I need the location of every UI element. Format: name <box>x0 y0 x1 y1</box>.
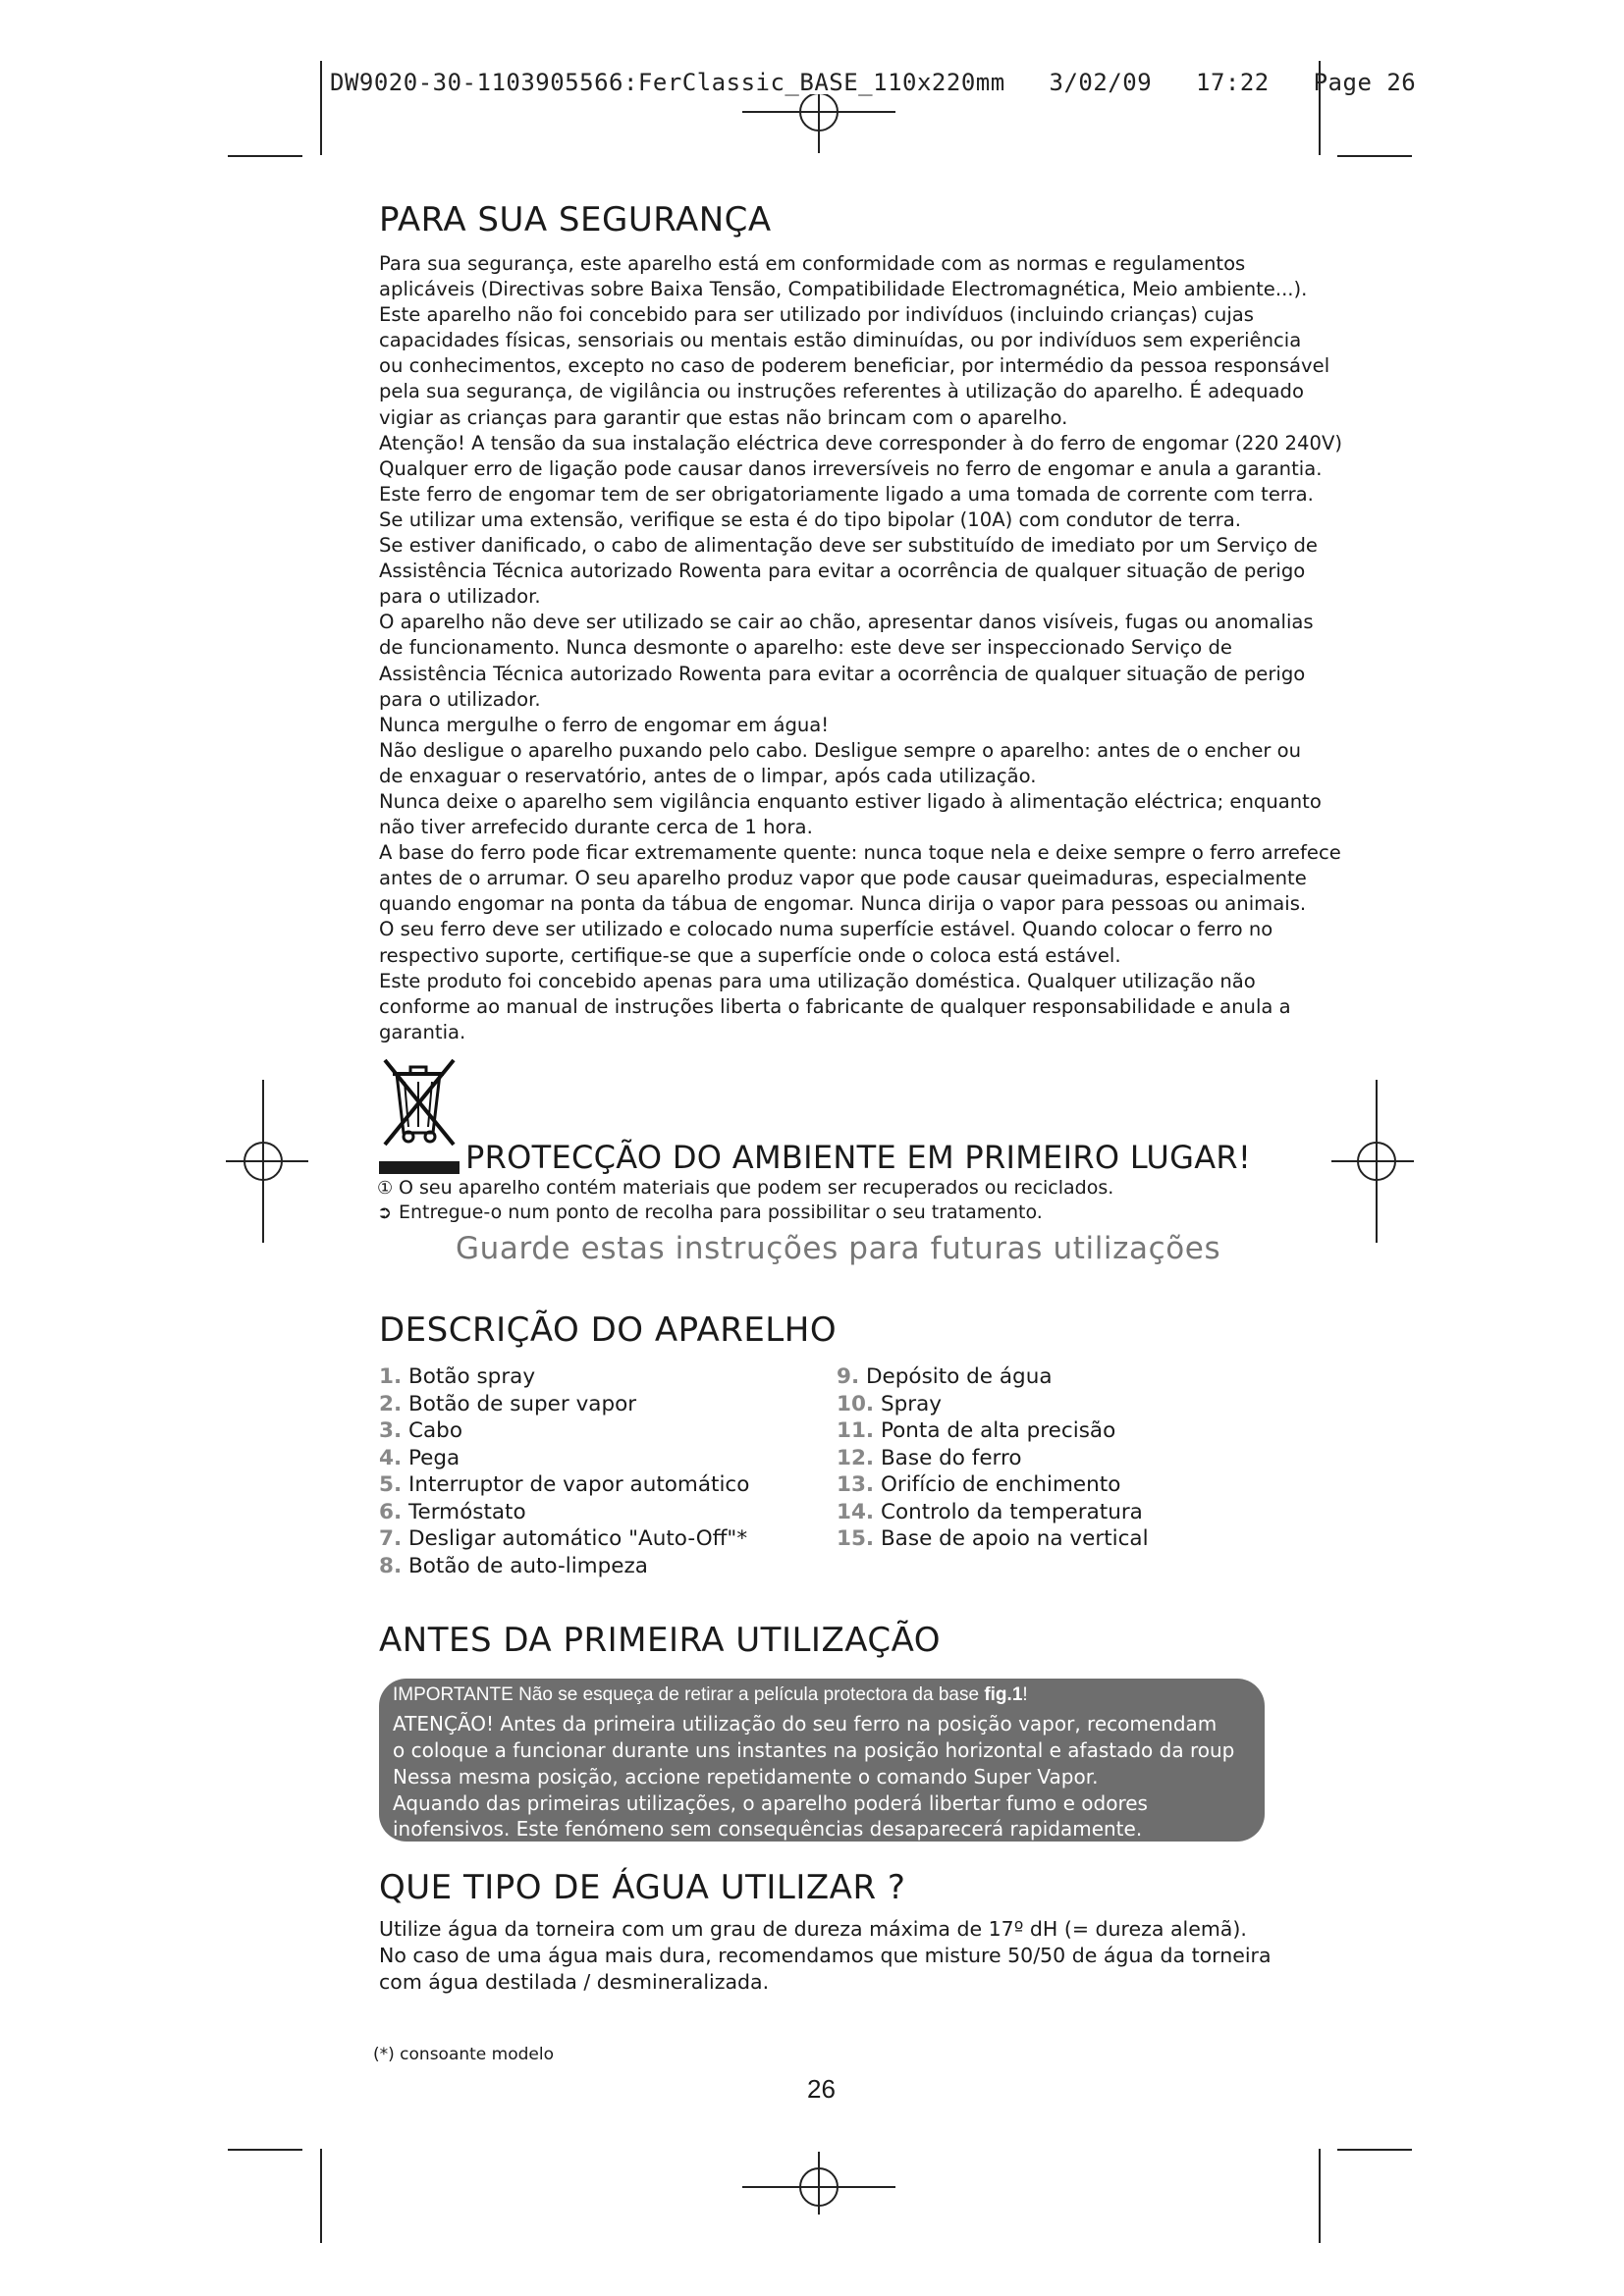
safety-line: conforme ao manual de instruções liberta o fabricante de qualquer responsabilidade e anula a <box>379 994 1291 1018</box>
notice-line: o coloque a funcionar durante uns instantes na posição horizontal e afastado da roup <box>393 1738 1235 1762</box>
environment-item <box>377 1177 1113 1199</box>
water-line: Utilize água da torneira com um grau de dureza máxima de 17º dH (= dureza alemã). <box>379 1917 1247 1941</box>
figure-reference: fig.1 <box>984 1684 1023 1705</box>
part-number: 4. <box>379 1445 403 1470</box>
safety-line: aplicáveis (Directivas sobre Baixa Tensão, Compatibilidade Electromagnética, Meio ambiente...). <box>379 278 1308 301</box>
safety-line: quando engomar na ponta da tábua de engomar. Nunca dirija o vapor para pessoas ou animais. <box>379 892 1307 916</box>
notice-line: inofensivos. Este fenómeno sem consequências desaparecerá rapidamente. <box>393 1817 1143 1841</box>
part-label: Interruptor de vapor automático <box>407 1472 750 1497</box>
part-label: Termóstato <box>407 1499 526 1524</box>
part-item <box>837 1525 1149 1553</box>
part-number: 1. <box>379 1364 403 1389</box>
safety-line: Este ferro de engomar tem de ser obrigatoriamente ligado a uma tomada de corrente com terra. <box>379 482 1314 506</box>
environment-item-text: O seu aparelho contém materiais que podem ser recuperados ou reciclados. <box>399 1177 1114 1199</box>
recycle-info-icon: ① <box>377 1178 394 1199</box>
safety-line: respectivo suporte, certifique-se que a superfície onde o coloca está estável. <box>379 943 1121 967</box>
safety-line: ou conhecimentos, excepto no caso de poderem beneficiar, por intermédio da pessoa responsável <box>379 354 1330 378</box>
crop-mark <box>228 155 302 157</box>
part-label: Base de apoio na vertical <box>880 1526 1149 1551</box>
print-slug: DW9020-30-1103905566:FerClassic_BASE_110x220mm 3/02/09 17:22 Page 26 <box>330 69 1417 96</box>
notice-line: Aquando das primeiras utilizações, o aparelho poderá libertar fumo e odores <box>393 1791 1148 1815</box>
section-bar <box>379 1161 460 1174</box>
safety-line: Se estiver danificado, o cabo de alimentação deve ser substituído de imediato por um Serviço de <box>379 534 1318 558</box>
part-number: 11. <box>837 1418 875 1443</box>
crop-mark <box>1337 155 1412 157</box>
part-item <box>837 1499 1149 1526</box>
safety-line: Qualquer erro de ligação pode causar danos irreversíveis no ferro de engomar e anula a garantia. <box>379 456 1323 480</box>
crop-mark <box>228 2149 302 2151</box>
safety-line: de funcionamento. Nunca desmonte o aparelho: este deve ser inspeccionado Serviço de <box>379 636 1232 660</box>
part-label: Botão spray <box>407 1364 536 1389</box>
safety-line: Se utilizar uma extensão, verifique se esta é do tipo bipolar (10A) com condutor de terra. <box>379 507 1242 531</box>
part-item <box>837 1471 1149 1499</box>
notice-line: ATENÇÃO! Antes da primeira utilização do seu ferro na posição vapor, recomendam <box>393 1712 1218 1735</box>
safety-line: de enxaguar o reservatório, antes de o limpar, após cada utilização. <box>379 764 1037 787</box>
part-label: Spray <box>880 1391 942 1416</box>
part-label: Botão de super vapor <box>407 1391 637 1416</box>
part-item <box>837 1445 1149 1472</box>
part-label: Controlo da temperatura <box>880 1499 1143 1524</box>
part-label: Ponta de alta precisão <box>880 1418 1116 1443</box>
part-number: 14. <box>837 1499 875 1524</box>
crossed-bin-icon <box>379 1052 458 1148</box>
arrow-icon: ➲ <box>377 1202 393 1223</box>
part-number: 2. <box>379 1391 403 1416</box>
registration-mark-bottom <box>742 2152 895 2215</box>
part-number: 6. <box>379 1499 403 1524</box>
part-number: 7. <box>379 1526 403 1551</box>
part-label: Pega <box>407 1445 460 1470</box>
part-item <box>379 1391 749 1418</box>
safety-line: vigiar as crianças para garantir que estas não brincam com o aparelho. <box>379 405 1068 429</box>
part-number: 3. <box>379 1418 403 1443</box>
part-label: Botão de auto-limpeza <box>407 1553 648 1578</box>
water-title: QUE TIPO DE ÁGUA UTILIZAR ? <box>379 1868 906 1907</box>
part-item <box>379 1471 749 1499</box>
water-line: No caso de uma água mais dura, recomendamos que misture 50/50 de água da torneira <box>379 1944 1272 1967</box>
part-item <box>379 1525 749 1553</box>
important-notice-box <box>379 1679 1265 1842</box>
important-suffix: ! <box>1022 1684 1028 1705</box>
part-item <box>379 1499 749 1526</box>
water-line: com água destilada / desmineralizada. <box>379 1970 770 1994</box>
part-label: Base do ferro <box>880 1445 1022 1470</box>
part-item <box>379 1553 749 1580</box>
environment-title: PROTECÇÃO DO AMBIENTE EM PRIMEIRO LUGAR! <box>465 1139 1252 1176</box>
crop-mark <box>320 2149 322 2243</box>
registration-mark-top <box>742 94 895 153</box>
part-item <box>837 1363 1149 1391</box>
registration-mark-right <box>1331 1080 1414 1243</box>
part-item <box>837 1417 1149 1445</box>
part-number: 9. <box>837 1364 860 1389</box>
part-label: Orifício de enchimento <box>880 1472 1121 1497</box>
safety-line: garantia. <box>379 1020 466 1043</box>
safety-line: Assistência Técnica autorizado Rowenta para evitar a ocorrência de qualquer situação de perigo <box>379 560 1306 583</box>
part-number: 10. <box>837 1391 875 1416</box>
part-number: 8. <box>379 1553 403 1578</box>
important-text: IMPORTANTE Não se esqueça de retirar a película protectora da base <box>393 1684 985 1705</box>
safety-line: Este produto foi concebido apenas para uma utilização doméstica. Qualquer utilização não <box>379 969 1256 992</box>
part-label: Cabo <box>407 1418 462 1443</box>
safety-line: Nunca deixe o aparelho sem vigilância enquanto estiver ligado à alimentação eléctrica; enquanto <box>379 789 1322 813</box>
safety-line: A base do ferro pode ficar extremamente quente: nunca toque nela e deixe sempre o ferro arrefece <box>379 841 1341 865</box>
safety-line: pela sua segurança, de vigilância ou instruções referentes à utilização do aparelho. É adequado <box>379 380 1304 403</box>
crop-mark <box>320 61 322 155</box>
first-use-title: ANTES DA PRIMEIRA UTILIZAÇÃO <box>379 1621 942 1660</box>
environment-item <box>377 1201 1043 1223</box>
environment-item-text: Entregue-o num ponto de recolha para possibilitar o seu tratamento. <box>399 1201 1043 1223</box>
safety-line: Atenção! A tensão da sua instalação eléctrica deve corresponder à do ferro de engomar (220 240V) <box>379 431 1342 454</box>
safety-line: Não desligue o aparelho puxando pelo cabo. Desligue sempre o aparelho: antes de o encher ou <box>379 738 1302 762</box>
safety-line: não tiver arrefecido durante cerca de 1 hora. <box>379 816 813 839</box>
safety-line: O aparelho não deve ser utilizado se cair ao chão, apresentar danos visíveis, fugas ou anomalias <box>379 611 1314 634</box>
safety-body <box>379 251 1371 1045</box>
notice-line: Nessa mesma posição, accione repetidamente o comando Super Vapor. <box>393 1765 1099 1789</box>
crop-mark <box>1319 2149 1321 2243</box>
part-item <box>837 1391 1149 1418</box>
safety-line: antes de o arrumar. O seu aparelho produz vapor que pode causar queimaduras, especialmente <box>379 867 1307 890</box>
part-number: 15. <box>837 1526 875 1551</box>
safety-line: para o utilizador. <box>379 687 541 711</box>
part-number: 13. <box>837 1472 875 1497</box>
part-number: 12. <box>837 1445 875 1470</box>
important-line <box>393 1684 1028 1706</box>
parts-list-right <box>837 1363 1149 1553</box>
safety-line: Assistência Técnica autorizado Rowenta para evitar a ocorrência de qualquer situação de perigo <box>379 662 1306 685</box>
keep-instructions-note: Guarde estas instruções para futuras utilizações <box>456 1231 1221 1266</box>
safety-line: O seu ferro deve ser utilizado e colocado numa superfície estável. Quando colocar o ferro no <box>379 918 1273 941</box>
part-label: Desligar automático "Auto-Off"* <box>407 1526 748 1551</box>
part-item <box>379 1445 749 1472</box>
part-item <box>379 1363 749 1391</box>
footnote: (*) consoante modelo <box>373 2045 555 2064</box>
water-body <box>379 1916 1272 1996</box>
safety-line: Este aparelho não foi concebido para ser utilizado por indivíduos (incluindo crianças) cujas <box>379 303 1254 327</box>
safety-line: Nunca mergulhe o ferro de engomar em água! <box>379 713 830 736</box>
page-number: 26 <box>807 2074 836 2104</box>
safety-line: Para sua segurança, este aparelho está em conformidade com as normas e regulamentos <box>379 252 1246 275</box>
crop-mark <box>1337 2149 1412 2151</box>
safety-title: PARA SUA SEGURANÇA <box>379 200 772 240</box>
parts-list-left <box>379 1363 749 1579</box>
safety-line: capacidades físicas, sensoriais ou mentais estão diminuídas, ou por indivíduos sem experiência <box>379 329 1302 352</box>
part-label: Depósito de água <box>865 1364 1053 1389</box>
registration-mark-left <box>226 1080 308 1243</box>
safety-line: para o utilizador. <box>379 585 541 609</box>
description-title: DESCRIÇÃO DO APARELHO <box>379 1310 838 1350</box>
part-number: 5. <box>379 1472 403 1497</box>
part-item <box>379 1417 749 1445</box>
